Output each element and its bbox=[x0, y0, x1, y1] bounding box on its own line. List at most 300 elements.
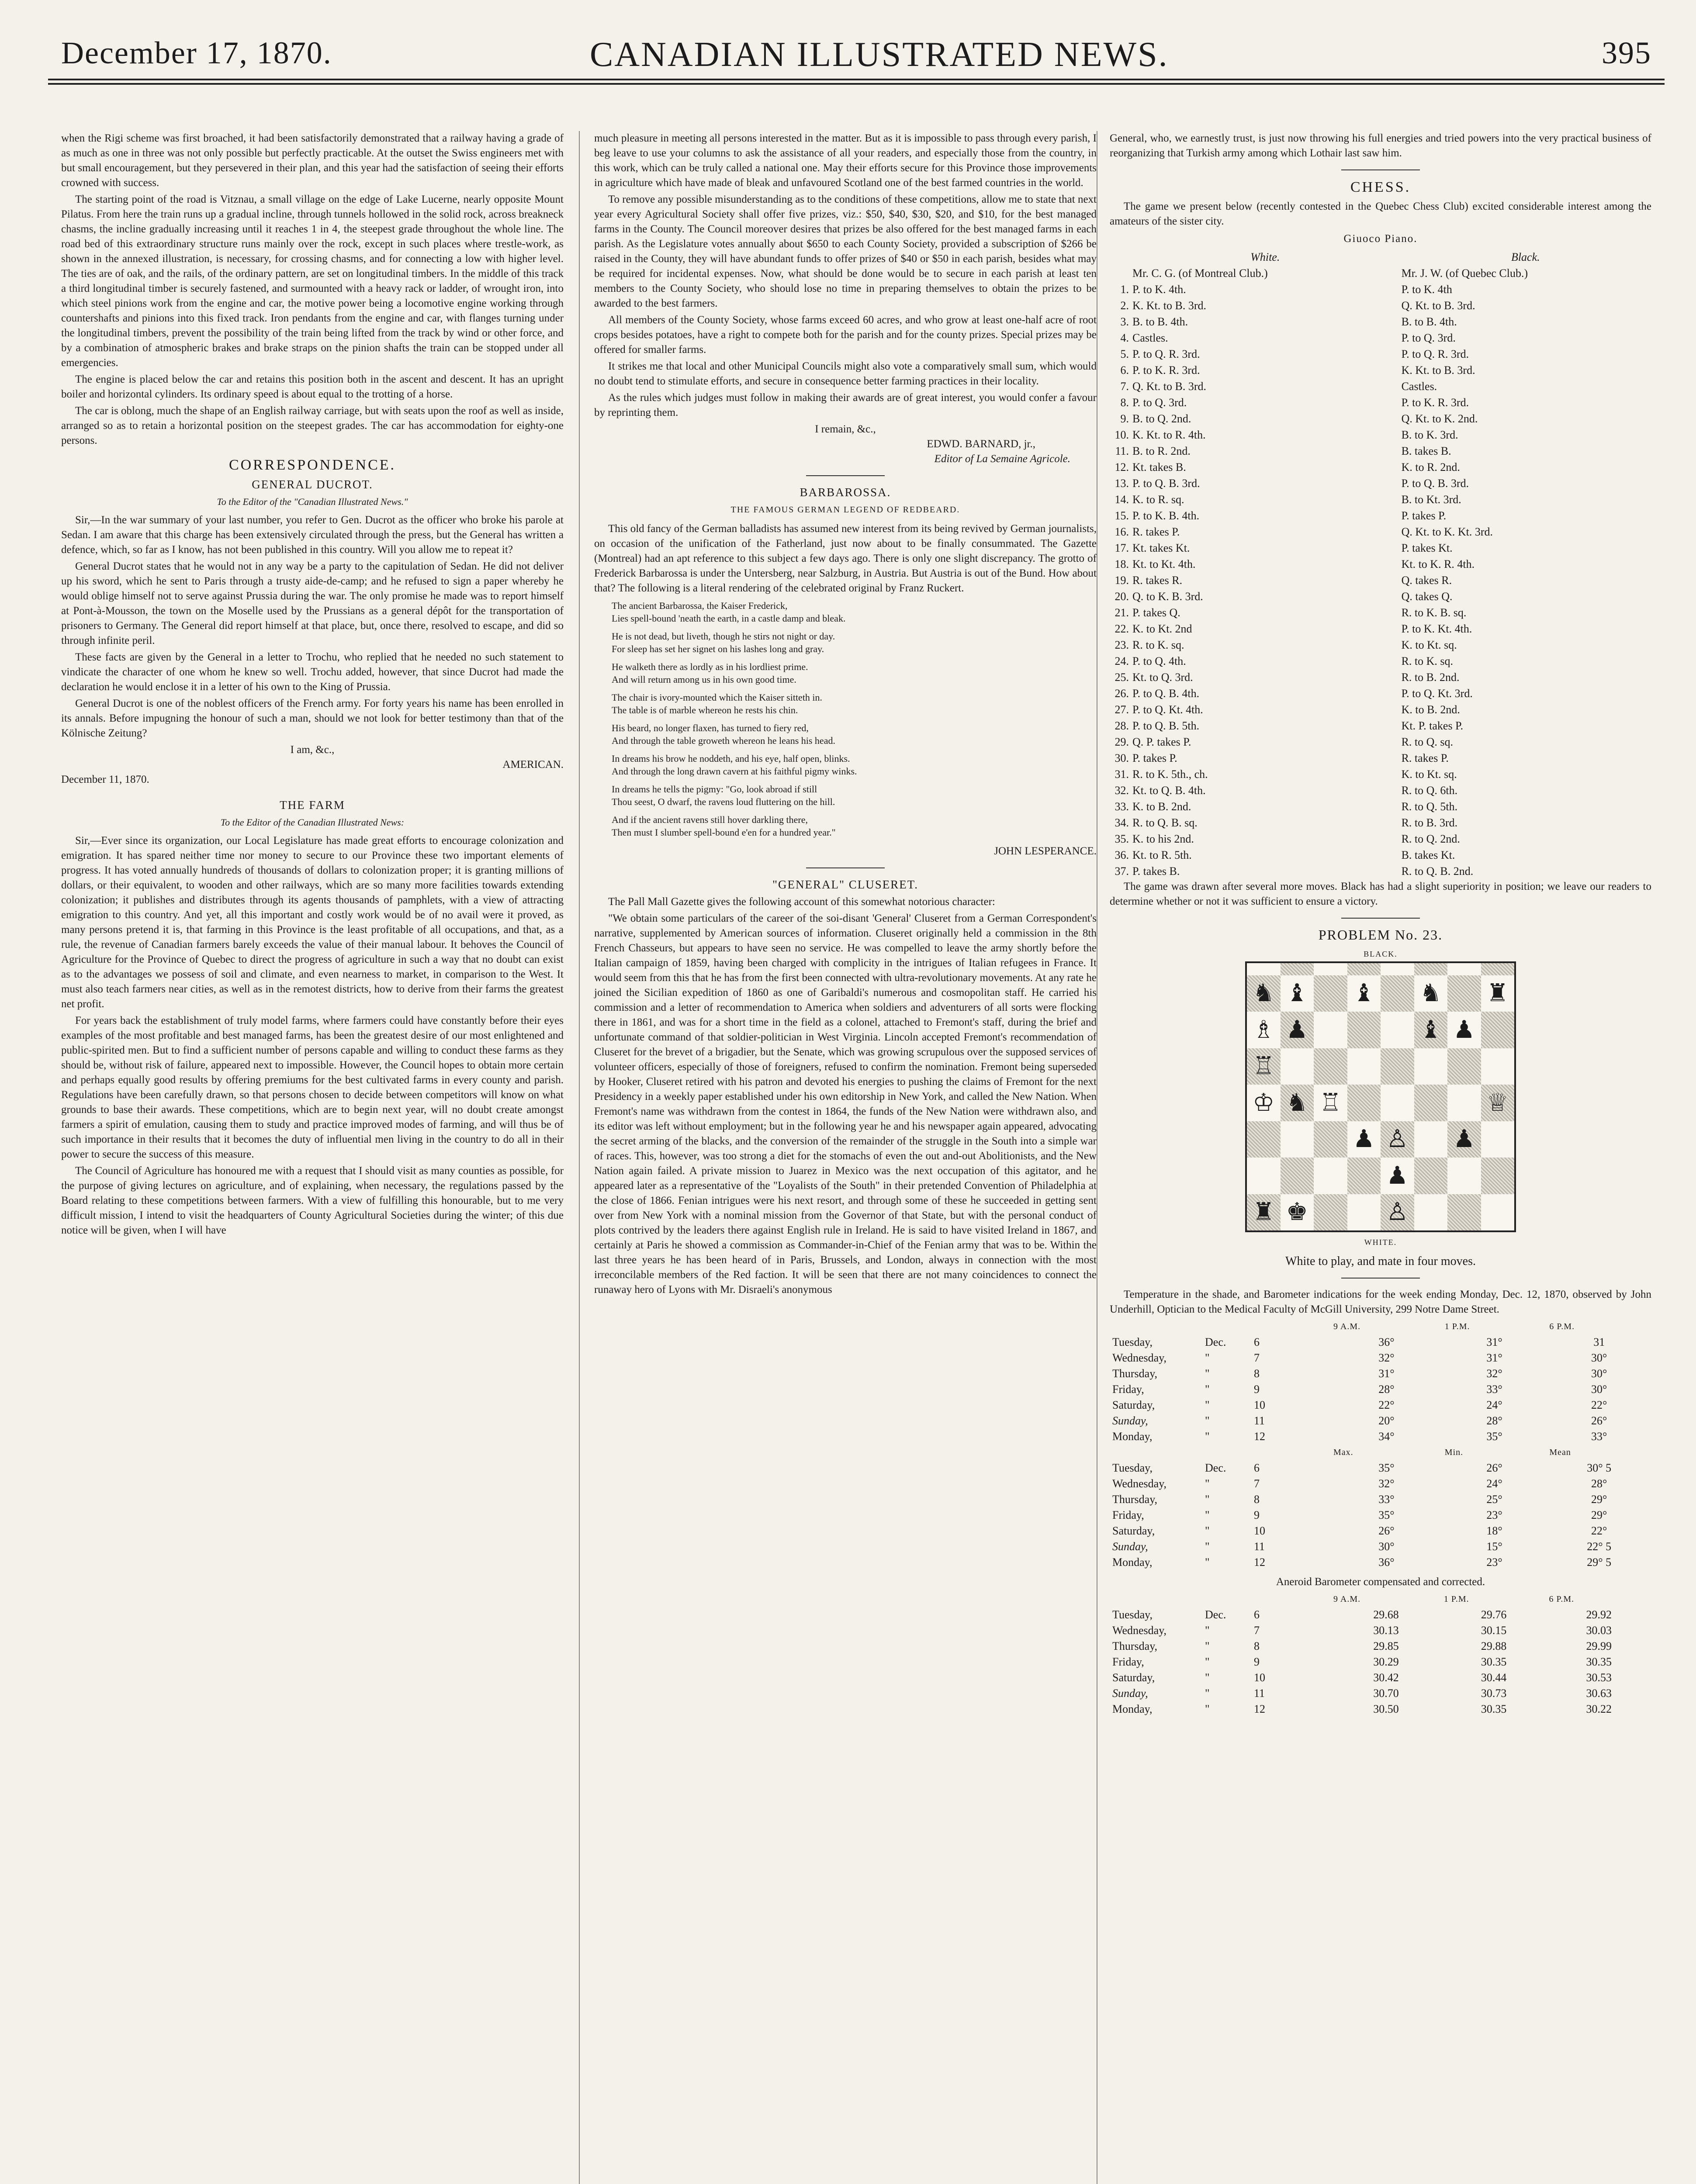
move-row bbox=[1110, 459, 1651, 475]
poem-stanza bbox=[612, 630, 1097, 655]
board-square bbox=[1481, 1121, 1515, 1158]
poem-line: And through the long drawn cavern at his faithful pigmy winks. bbox=[612, 766, 857, 777]
black-move: Kt. P. takes P. bbox=[1401, 719, 1464, 732]
weekday: Friday, bbox=[1112, 1383, 1144, 1396]
white-move: Kt. to Q. B. 4th. bbox=[1132, 784, 1206, 797]
range-row bbox=[1110, 1460, 1651, 1476]
board-square bbox=[1481, 1194, 1515, 1231]
day-number: 7 bbox=[1254, 1351, 1260, 1364]
weekday: Monday, bbox=[1112, 1430, 1153, 1443]
white-move: B. to R. 2nd. bbox=[1132, 445, 1191, 457]
barometer-row bbox=[1110, 1686, 1651, 1701]
board-square bbox=[1314, 975, 1347, 1012]
paragraph: It strikes me that local and other Municipal Councils might also vote a comparatively small sum, which would no doubt tend to stimulate efforts, and secure in consequence better farming practices in their locality. bbox=[594, 360, 1097, 387]
white-move: P. to Q. Kt. 4th. bbox=[1132, 703, 1203, 716]
black-move: K. to R. 2nd. bbox=[1401, 461, 1460, 473]
value-1: 32° bbox=[1378, 1477, 1395, 1490]
weekday: Friday, bbox=[1112, 1655, 1144, 1668]
weekday: Thursday, bbox=[1112, 1493, 1158, 1506]
white-move: K. to R. sq. bbox=[1132, 493, 1184, 506]
white-move: R. to K. 5th., ch. bbox=[1132, 768, 1208, 781]
board-square: ♟ bbox=[1447, 1121, 1481, 1158]
value-3: 26° bbox=[1591, 1414, 1607, 1427]
board-square: ♝ bbox=[1281, 975, 1314, 1012]
weekday: Friday, bbox=[1112, 1509, 1144, 1521]
paragraph: As the rules which judges must follow in making their awards are of great interest, you would confer a favour by reprinting them. bbox=[594, 392, 1097, 418]
black-move: K. to Kt. sq. bbox=[1401, 768, 1457, 781]
weekday: Saturday, bbox=[1112, 1524, 1155, 1537]
month: " bbox=[1205, 1640, 1210, 1652]
column-header: 1 P.M. bbox=[1444, 1322, 1470, 1331]
value-1: 30.29 bbox=[1373, 1655, 1399, 1668]
column-header: Min. bbox=[1444, 1448, 1464, 1457]
poem-stanza bbox=[612, 691, 1097, 716]
header-rule bbox=[48, 79, 1665, 80]
black-move: R. takes P. bbox=[1401, 752, 1449, 764]
black-move: R. to B. 3rd. bbox=[1401, 816, 1458, 829]
white-move: P. takes Q. bbox=[1132, 606, 1180, 619]
board-square bbox=[1414, 1194, 1448, 1231]
white-move: Kt. to Kt. 4th. bbox=[1132, 558, 1196, 570]
weekday: Tuesday, bbox=[1112, 1462, 1153, 1474]
column-divider bbox=[579, 131, 580, 2184]
paragraph: Sir,—Ever since its organization, our Local Legislature has made great efforts to encourage colonization and emigration. It has spared neither time nor money to secure to our Province these two important elements of progress. It has voted annually hundreds of thousands of dollars to colonization proper; it is granting millions of dollars, or their equivalent, to wooden and other railways, which are so many more facilities towards extending colonization; it publishes and distributes through its agents thousands of pamphlets, with a view of attracting emigration to this country. And yet, all this important and costly work would be of no avail were it proved, as many persons pretend it is, that farming in this Province is the least profitable of all occupations, and that, as a rule, the revenue of Canadian farmers barely exceeds the value of their manual labour. It behoves the Council of Agriculture for the Province of Quebec to direct the progress of agriculture in such a way that no doubt can exist as to the advantages we possess of soil and climate, and even nearness to market, in comparison to the West. It must also teach farmers near cities, as well as in the remotest districts, how to derive from their farms the greatest net profit. bbox=[61, 835, 564, 1010]
black-move: P. takes Kt. bbox=[1401, 542, 1453, 554]
day-number: 6 bbox=[1254, 1462, 1260, 1474]
board-square bbox=[1447, 1085, 1481, 1121]
value-1: 30° bbox=[1378, 1540, 1395, 1553]
white-move: P. to Q. 3rd. bbox=[1132, 396, 1187, 409]
day-number: 7 bbox=[1254, 1477, 1260, 1490]
rigi-article bbox=[61, 131, 564, 448]
day-number: 11 bbox=[1254, 1687, 1265, 1700]
month: " bbox=[1205, 1655, 1210, 1668]
board-square bbox=[1281, 963, 1314, 975]
divider bbox=[1341, 169, 1420, 170]
temperature-table bbox=[1110, 1319, 1651, 1570]
value-3: 30° bbox=[1591, 1367, 1607, 1380]
divider bbox=[806, 867, 885, 868]
weekday: Thursday, bbox=[1112, 1367, 1158, 1380]
poem-line: Then must I slumber spell-bound e'en for a hundred year." bbox=[612, 827, 836, 838]
day-number: 10 bbox=[1254, 1671, 1265, 1684]
temperature-row bbox=[1110, 1334, 1651, 1350]
black-move: P. to Q. 3rd. bbox=[1401, 332, 1456, 344]
black-move: R. to Q. 2nd. bbox=[1401, 833, 1460, 845]
board-square bbox=[1247, 1158, 1281, 1194]
move-number: 19. bbox=[1115, 574, 1129, 587]
value-1: 28° bbox=[1378, 1383, 1395, 1396]
board-square bbox=[1481, 963, 1515, 975]
day-number: 8 bbox=[1254, 1640, 1260, 1652]
temperature-row bbox=[1110, 1366, 1651, 1382]
white-move: K. to B. 2nd. bbox=[1132, 800, 1191, 813]
value-2: 31° bbox=[1486, 1351, 1502, 1364]
page-number: 395 bbox=[1602, 35, 1651, 70]
paragraph: To remove any possible misunderstanding as to the conditions of these competitions, allow me to state that next year every Agricultural Society shall offer five prizes, viz.: $50, $40, $30, $20, and $10, for the best managed farms in the County. The Council moreover desires that prizes be also offered for the best managed farms in each parish. As the Legislature votes annually about $650 to each County Society, provided a subscription of $266 be raised in the County, they will have abundant funds to offer prizes of $40 or $50 in each parish, besides what may be required for incidental expenses. Now, what should be done would be to secure in each parish at least ten members to the County Society, who should lose no time in preparing themselves to obtain the prizes to be awarded to the best farmers. bbox=[594, 194, 1097, 309]
day-number: 6 bbox=[1254, 1336, 1260, 1348]
value-1: 29.68 bbox=[1373, 1608, 1399, 1621]
range-row bbox=[1110, 1507, 1651, 1523]
move-row bbox=[1110, 330, 1651, 346]
table-header-row bbox=[1110, 1591, 1651, 1607]
board-square: ♙ bbox=[1381, 1121, 1414, 1158]
paragraph: General, who, we earnestly trust, is just now throwing his full energies and tried powers into the very practical business of reorganizing that Turkish army among which Lothair last saw him. bbox=[1110, 132, 1651, 159]
black-move: P. to K. R. 3rd. bbox=[1401, 396, 1469, 409]
move-row bbox=[1110, 782, 1651, 798]
move-row bbox=[1110, 847, 1651, 863]
month: " bbox=[1205, 1671, 1210, 1684]
table-row bbox=[1110, 265, 1651, 281]
white-move: P. to Q. R. 3rd. bbox=[1132, 348, 1200, 360]
header-rule-thin bbox=[48, 83, 1665, 85]
chess-game-table bbox=[1110, 249, 1651, 879]
board-caption-white: WHITE. bbox=[1364, 1238, 1397, 1247]
column-header: Max. bbox=[1333, 1448, 1353, 1457]
value-3: 29.99 bbox=[1586, 1640, 1612, 1652]
day-number: 8 bbox=[1254, 1367, 1260, 1380]
move-number: 12. bbox=[1115, 461, 1129, 473]
move-number: 24. bbox=[1115, 655, 1129, 667]
value-3: 29° bbox=[1591, 1493, 1607, 1506]
move-row bbox=[1110, 524, 1651, 540]
board-square: ♙ bbox=[1381, 1194, 1414, 1231]
month: Dec. bbox=[1205, 1608, 1226, 1621]
barometer-row bbox=[1110, 1670, 1651, 1686]
move-row bbox=[1110, 281, 1651, 297]
black-move: P. to K. 4th bbox=[1401, 283, 1452, 296]
value-2: 29.76 bbox=[1481, 1608, 1507, 1621]
paragraph: Temperature in the shade, and Barometer indications for the week ending Monday, Dec. 12, 1870, observed by John Underhill, Optician to the Medical Faculty of McGill University, 299 Notre Dame Street. bbox=[1110, 1289, 1651, 1315]
day-number: 12 bbox=[1254, 1556, 1265, 1569]
black-move: Q. Kt. to B. 3rd. bbox=[1401, 299, 1475, 312]
move-row bbox=[1110, 750, 1651, 766]
poem-stanza bbox=[612, 752, 1097, 778]
black-move: B. to K. 3rd. bbox=[1401, 429, 1458, 441]
move-number: 27. bbox=[1115, 703, 1129, 716]
day-number: 8 bbox=[1254, 1493, 1260, 1506]
value-1: 34° bbox=[1378, 1430, 1395, 1443]
move-row bbox=[1110, 588, 1651, 605]
weekday: Sunday, bbox=[1112, 1540, 1148, 1553]
table-row bbox=[1110, 249, 1651, 265]
poem-line: The table is of marble whereon he rests his chin. bbox=[612, 705, 798, 715]
column-1 bbox=[61, 131, 564, 1240]
month: " bbox=[1205, 1556, 1210, 1569]
poem-stanza bbox=[612, 660, 1097, 686]
board-square bbox=[1447, 1048, 1481, 1085]
move-row bbox=[1110, 621, 1651, 637]
black-move: R. to Q. B. 2nd. bbox=[1401, 865, 1474, 878]
black-move: P. to K. Kt. 4th. bbox=[1401, 622, 1472, 635]
value-1: 36° bbox=[1378, 1336, 1395, 1348]
move-row bbox=[1110, 540, 1651, 556]
board-square bbox=[1281, 1048, 1314, 1085]
paragraph: These facts are given by the General in a letter to Trochu, who replied that he needed no such statement to vindicate the character of one whom he knew so well. Trochu added, however, that since Ducrot had made the declaration he would enclose it in a letter of his own to the King of Prussia. bbox=[61, 651, 564, 693]
board-square bbox=[1381, 1048, 1414, 1085]
weekday: Tuesday, bbox=[1112, 1608, 1153, 1621]
board-square bbox=[1447, 963, 1481, 975]
weekday: Monday, bbox=[1112, 1703, 1153, 1715]
month: " bbox=[1205, 1477, 1210, 1490]
value-3: 30.35 bbox=[1586, 1655, 1612, 1668]
column-header: 6 P.M. bbox=[1549, 1322, 1575, 1331]
value-2: 30.44 bbox=[1481, 1671, 1507, 1684]
move-number: 11. bbox=[1115, 445, 1129, 457]
white-move: K. to Kt. 2nd bbox=[1132, 622, 1192, 635]
weekday: Saturday, bbox=[1112, 1671, 1155, 1684]
board-caption-black: BLACK. bbox=[1364, 950, 1398, 958]
weekday: Sunday, bbox=[1112, 1687, 1148, 1700]
day-number: 9 bbox=[1254, 1655, 1260, 1668]
board-square: ♚ bbox=[1281, 1194, 1314, 1231]
barometer-row bbox=[1110, 1607, 1651, 1623]
value-2: 35° bbox=[1486, 1430, 1502, 1443]
article-heading: "GENERAL" CLUSERET. bbox=[772, 878, 919, 891]
move-row bbox=[1110, 831, 1651, 847]
value-3: 30.53 bbox=[1586, 1671, 1612, 1684]
poem-author: JOHN LESPERANCE. bbox=[994, 845, 1097, 857]
month: " bbox=[1205, 1703, 1210, 1715]
value-3: 28° bbox=[1591, 1477, 1607, 1490]
article-heading: BARBAROSSA. bbox=[800, 486, 891, 499]
move-number: 32. bbox=[1115, 784, 1129, 797]
month: " bbox=[1205, 1351, 1210, 1364]
value-3: 30° bbox=[1591, 1351, 1607, 1364]
move-number: 33. bbox=[1115, 800, 1129, 813]
move-row bbox=[1110, 669, 1651, 685]
black-move: K. Kt. to B. 3rd. bbox=[1401, 364, 1475, 377]
paragraph: For years back the establishment of truly model farms, where farmers could have constantly before their eyes examples of the most profitable and best managed farms, has been the greatest desire of our most enlightened and public-spirited men. But to find a sufficient number of persons capable and willing to conduct these farms as they should be, without risk of failure, appeared next to impossible. However, the Council hopes to obtain more certain and perhaps equally good results by offering premiums for the best cultivated farms in every county and parish. Regulations have been carefully drawn, so that persons chosen to decide between competitors will know on what grounds to base their awards. These competitions, which are to begin next year, will no doubt create amongst farmers a spirit of emulation, causing them to study and practice improved modes of farming, and will thus be of such importance in their results that it becomes the duty of influential men living in the country to do all in their power to secure the success of this measure. bbox=[61, 1015, 564, 1160]
value-1: 36° bbox=[1378, 1556, 1395, 1569]
temperature-row bbox=[1110, 1382, 1651, 1397]
poem-line: In dreams his brow he noddeth, and his eye, half open, blinks. bbox=[612, 753, 850, 764]
paragraph: General Ducrot is one of the noblest officers of the French army. For forty years his name has been enrolled in its annals. Before impugning the honour of such a man, should we not look for better testimony than that of the Kölnische Zeitung? bbox=[61, 698, 564, 739]
temperature-row bbox=[1110, 1413, 1651, 1429]
value-2: 30.35 bbox=[1481, 1655, 1507, 1668]
month: " bbox=[1205, 1383, 1210, 1396]
day-number: 12 bbox=[1254, 1430, 1265, 1443]
article-subheading: THE FAMOUS GERMAN LEGEND OF REDBEARD. bbox=[730, 505, 960, 515]
board-square bbox=[1314, 1048, 1347, 1085]
month: " bbox=[1205, 1493, 1210, 1506]
letter-signature: EDWD. BARNARD, jr., bbox=[927, 438, 1035, 450]
letter-addressee: To the Editor of the "Canadian Illustrated News." bbox=[217, 496, 408, 507]
board-square: ♞ bbox=[1414, 975, 1448, 1012]
move-row bbox=[1110, 556, 1651, 572]
month: " bbox=[1205, 1624, 1210, 1637]
move-row bbox=[1110, 378, 1651, 394]
value-3: 33° bbox=[1591, 1430, 1607, 1443]
weekday: Monday, bbox=[1112, 1556, 1153, 1569]
move-row bbox=[1110, 637, 1651, 653]
move-number: 23. bbox=[1115, 639, 1129, 651]
move-number: 20. bbox=[1115, 590, 1129, 603]
chess-problem bbox=[1245, 947, 1516, 1250]
board-square bbox=[1447, 975, 1481, 1012]
move-number: 30. bbox=[1115, 752, 1129, 764]
white-move: K. Kt. to B. 3rd. bbox=[1132, 299, 1206, 312]
column-3 bbox=[1110, 131, 1651, 1717]
value-2: 26° bbox=[1486, 1462, 1502, 1474]
black-move: K. to B. 2nd. bbox=[1401, 703, 1460, 716]
poem-line: And will return among us in his own good time. bbox=[612, 674, 796, 685]
temperature-row bbox=[1110, 1429, 1651, 1444]
board-square bbox=[1414, 963, 1448, 975]
board-square bbox=[1247, 1121, 1281, 1158]
board-square bbox=[1347, 1012, 1381, 1048]
value-3: 31 bbox=[1593, 1336, 1605, 1348]
value-2: 30.35 bbox=[1481, 1703, 1507, 1715]
board-square bbox=[1247, 963, 1281, 975]
white-move: Kt. takes Kt. bbox=[1132, 542, 1190, 554]
white-move: P. to Q. B. 5th. bbox=[1132, 719, 1200, 732]
value-2: 33° bbox=[1486, 1383, 1502, 1396]
value-1: 26° bbox=[1378, 1524, 1395, 1537]
month: " bbox=[1205, 1509, 1210, 1521]
problem-task: White to play, and mate in four moves. bbox=[1285, 1254, 1476, 1268]
value-2: 23° bbox=[1486, 1509, 1502, 1521]
move-number: 35. bbox=[1115, 833, 1129, 845]
paragraph: The Pall Mall Gazette gives the following account of this somewhat notorious character: bbox=[608, 896, 995, 908]
day-number: 10 bbox=[1254, 1399, 1265, 1411]
black-move: B. takes Kt. bbox=[1401, 849, 1455, 861]
day-number: 10 bbox=[1254, 1524, 1265, 1537]
value-3: 22° bbox=[1591, 1399, 1607, 1411]
white-move: B. to Q. 2nd. bbox=[1132, 412, 1191, 425]
column-header: 9 A.M. bbox=[1333, 1322, 1361, 1331]
problem-heading: PROBLEM No. 23. bbox=[1318, 927, 1443, 943]
white-move: P. to Q. B. 3rd. bbox=[1132, 477, 1200, 490]
board-square: ♜ bbox=[1481, 975, 1515, 1012]
value-1: 30.50 bbox=[1373, 1703, 1399, 1715]
month: Dec. bbox=[1205, 1462, 1226, 1474]
paragraph: This old fancy of the German balladists has assumed new interest from its being revived by German journalists, on occasion of the unification of the Fatherland, just now about to be finally consummated. The Gazette (Montreal) had an apt reference to this subject a few days ago. There is only one slight discrepancy. The grotto of Frederick Barbarossa is under the Untersberg, near Salzburg, in Austria. But Austria is out of the Bund. How about that? The following is a literal rendering of the celebrated original by Franz Ruckert. bbox=[594, 523, 1097, 594]
day-number: 11 bbox=[1254, 1540, 1265, 1553]
black-move: B. to Kt. 3rd. bbox=[1401, 493, 1461, 506]
board-square bbox=[1447, 1194, 1481, 1231]
value-1: 29.85 bbox=[1373, 1640, 1399, 1652]
range-row bbox=[1110, 1539, 1651, 1555]
value-1: 30.13 bbox=[1373, 1624, 1399, 1637]
move-row bbox=[1110, 394, 1651, 411]
move-row bbox=[1110, 653, 1651, 669]
board-square bbox=[1481, 1012, 1515, 1048]
paragraph: Sir,—In the war summary of your last number, you refer to Gen. Ducrot as the officer who broke his parole at Sedan. I am aware that this charge has been extensively circulated through the press, but the General has written a defence, which, so far as I know, has not been published in this country. Will you allow me to repeat it? bbox=[61, 514, 564, 556]
paragraph: All members of the County Society, whose farms exceed 60 acres, and who grow at least one-half acre of root crops besides potatoes, have a right to compete both for the parish and for the county prizes. Special prizes may be offered for smaller farms. bbox=[594, 314, 1097, 356]
white-move: P. to Q. 4th. bbox=[1132, 655, 1186, 667]
black-move: Castles. bbox=[1401, 380, 1437, 393]
board-square: ♝ bbox=[1347, 975, 1381, 1012]
barometer-heading: Aneroid Barometer compensated and corrected. bbox=[1276, 1576, 1485, 1588]
value-3: 30.03 bbox=[1586, 1624, 1612, 1637]
poem-line: And if the ancient ravens still hover darkling there, bbox=[612, 814, 808, 825]
board-square: ♟ bbox=[1447, 1012, 1481, 1048]
value-2: 25° bbox=[1486, 1493, 1502, 1506]
board-square bbox=[1347, 963, 1381, 975]
board-square: ♟ bbox=[1281, 1012, 1314, 1048]
move-row bbox=[1110, 346, 1651, 362]
column-header: 9 A.M. bbox=[1333, 1594, 1361, 1604]
poem-line: For sleep has set her signet on his lashes long and gray. bbox=[612, 643, 824, 654]
white-move: Q. to K. B. 3rd. bbox=[1132, 590, 1203, 603]
move-number: 5. bbox=[1120, 348, 1129, 360]
move-row bbox=[1110, 605, 1651, 621]
value-3: 30° 5 bbox=[1587, 1462, 1612, 1474]
board-square: ♖ bbox=[1247, 1048, 1281, 1085]
barometer-row bbox=[1110, 1654, 1651, 1670]
move-number: 3. bbox=[1120, 315, 1129, 328]
range-row bbox=[1110, 1476, 1651, 1492]
white-move: P. takes P. bbox=[1132, 752, 1177, 764]
weekday: Wednesday, bbox=[1112, 1351, 1167, 1364]
black-move: B. takes B. bbox=[1401, 445, 1451, 457]
white-move: R. takes P. bbox=[1132, 525, 1180, 538]
range-row bbox=[1110, 1555, 1651, 1570]
board-square: ♟ bbox=[1381, 1158, 1414, 1194]
black-move: R. to K. B. sq. bbox=[1401, 606, 1467, 619]
barometer-rows bbox=[1110, 1607, 1651, 1717]
day-number: 11 bbox=[1254, 1414, 1265, 1427]
letter-closing: I am, &c., bbox=[290, 744, 335, 756]
move-row bbox=[1110, 863, 1651, 879]
board-square: ♖ bbox=[1314, 1085, 1347, 1121]
black-move: Q. Kt. to K. Kt. 3rd. bbox=[1401, 525, 1493, 538]
weekday: Thursday, bbox=[1112, 1640, 1158, 1652]
temperature-row bbox=[1110, 1397, 1651, 1413]
move-number: 15. bbox=[1115, 509, 1129, 522]
barometer-row bbox=[1110, 1701, 1651, 1717]
poem-line: Lies spell-bound 'neath the earth, in a castle damp and bleak. bbox=[612, 613, 846, 624]
barometer-table bbox=[1110, 1591, 1651, 1717]
move-number: 31. bbox=[1115, 768, 1129, 781]
value-3: 30° bbox=[1591, 1383, 1607, 1396]
range-rows bbox=[1110, 1460, 1651, 1570]
day-number: 12 bbox=[1254, 1703, 1265, 1715]
white-move: K. Kt. to R. 4th. bbox=[1132, 429, 1206, 441]
poem bbox=[612, 599, 1097, 839]
poem-stanza bbox=[612, 722, 1097, 747]
weekday: Tuesday, bbox=[1112, 1336, 1153, 1348]
white-move: R. to Q. B. sq. bbox=[1132, 816, 1198, 829]
day-number: 9 bbox=[1254, 1383, 1260, 1396]
board-square bbox=[1347, 1158, 1381, 1194]
board-square bbox=[1381, 1085, 1414, 1121]
board-square bbox=[1347, 1085, 1381, 1121]
move-row bbox=[1110, 685, 1651, 702]
move-number: 26. bbox=[1115, 687, 1129, 700]
move-row bbox=[1110, 362, 1651, 378]
value-1: 30.70 bbox=[1373, 1687, 1399, 1700]
letter-addressee: To the Editor of the Canadian Illustrated News: bbox=[220, 817, 405, 828]
board-square bbox=[1314, 1012, 1347, 1048]
board-square: ♜ bbox=[1247, 1194, 1281, 1231]
move-number: 16. bbox=[1115, 525, 1129, 538]
temperature-rows bbox=[1110, 1334, 1651, 1444]
value-2: 24° bbox=[1486, 1399, 1502, 1411]
black-move: Kt. to K. R. 4th. bbox=[1401, 558, 1475, 570]
article-heading: THE FARM bbox=[280, 798, 345, 812]
poem-line: He walketh there as lordly as in his lordliest prime. bbox=[612, 661, 808, 672]
black-move: Q. takes Q. bbox=[1401, 590, 1453, 603]
board-square bbox=[1447, 1158, 1481, 1194]
black-move: Q. Kt. to K. 2nd. bbox=[1401, 412, 1478, 425]
board-square bbox=[1481, 1158, 1515, 1194]
white-move: Q. Kt. to B. 3rd. bbox=[1132, 380, 1206, 393]
letter-date: December 11, 1870. bbox=[61, 774, 149, 785]
column-header: 6 P.M. bbox=[1549, 1594, 1575, 1604]
paragraph: The game was drawn after several more moves. Black has had a slight superiority in position; we leave our readers to determine whether or not it was sufficient to ensure a victory. bbox=[1110, 881, 1651, 907]
